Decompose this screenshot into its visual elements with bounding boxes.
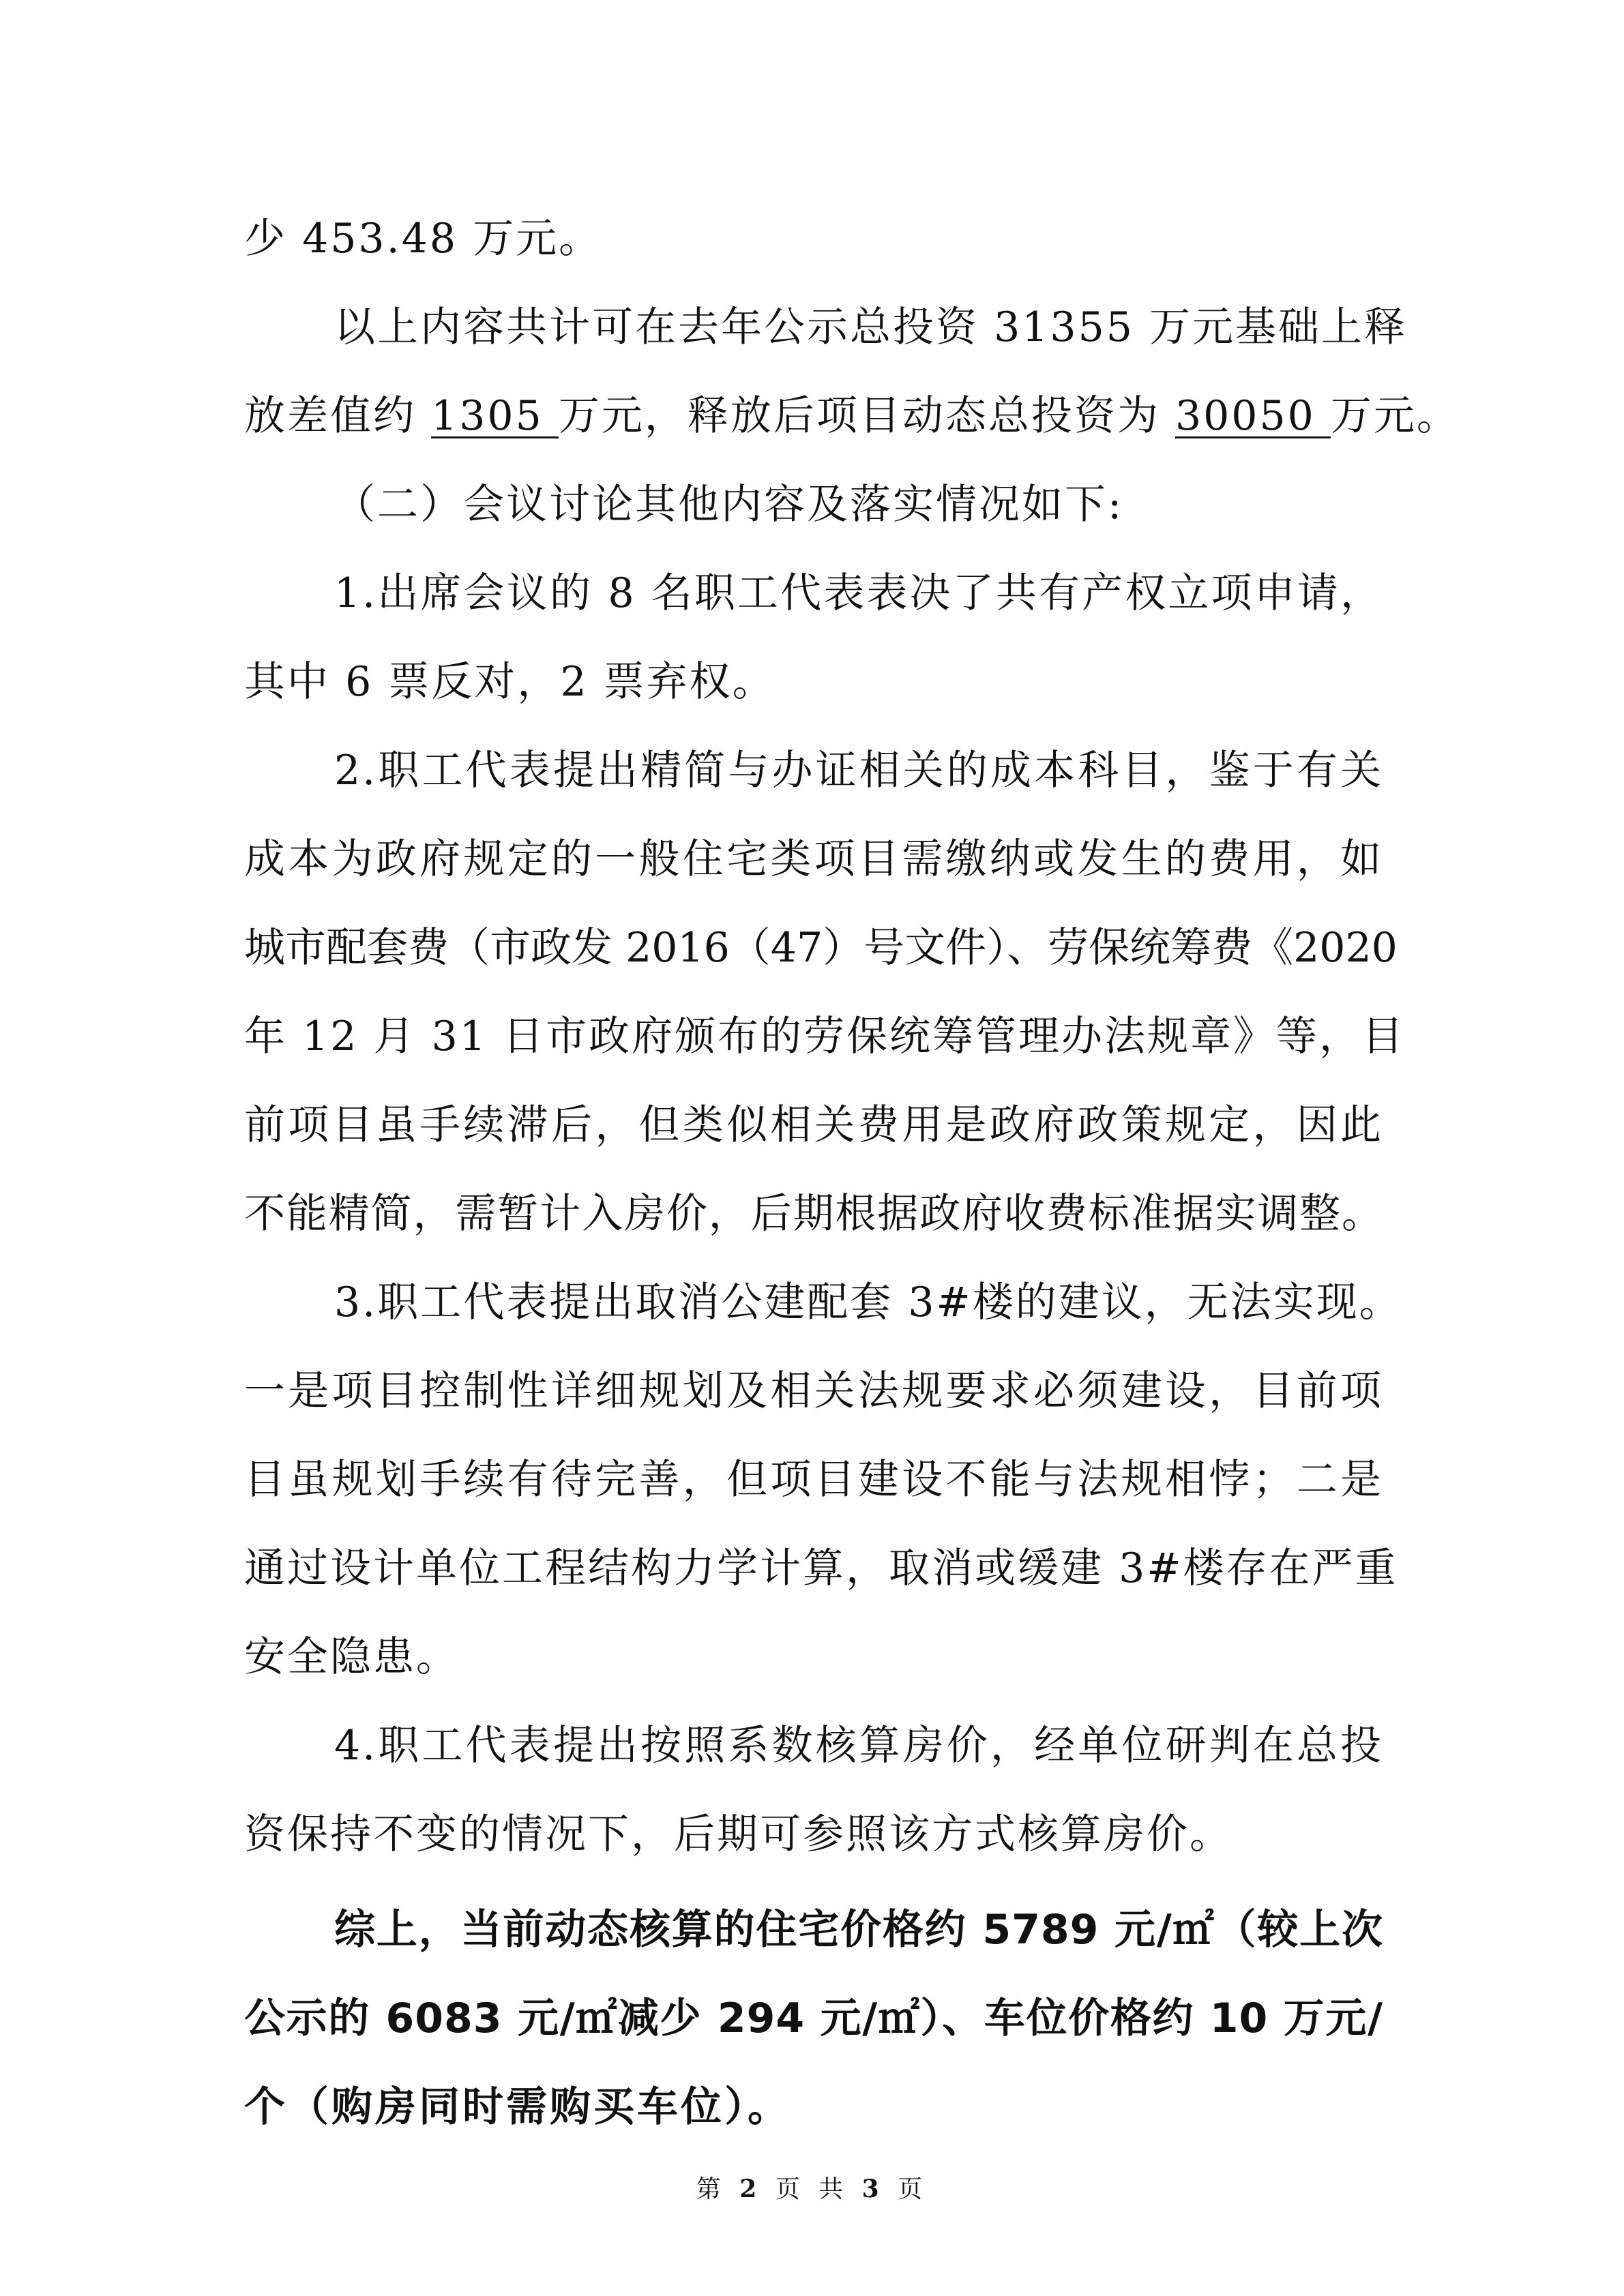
released-difference-value: 1305 xyxy=(431,392,559,440)
footer-suffix: 页 xyxy=(898,2175,928,2203)
item-2-line-2: 成本为政府规定的一般住宅类项目需缴纳或发生的费用，如 xyxy=(244,835,1383,883)
paragraph-2-line-2 xyxy=(244,375,1460,457)
item-3-line-2: 一是项目控制性详细规划及相关法规要求必须建设，目前项 xyxy=(244,1367,1383,1415)
page-number: 2 xyxy=(739,2175,763,2203)
item-2-line-4: 年 12 月 31 日市政府颁布的劳保统筹管理办法规章》等，目 xyxy=(244,1013,1405,1060)
text-span: 万元。 xyxy=(1330,392,1460,440)
item-2-line-1: 2.职工代表提出精简与办证相关的成本科目，鉴于有关 xyxy=(334,747,1383,794)
footer-middle: 页 共 xyxy=(775,2175,849,2203)
paragraph-1-line-1: 少 453.48 万元。 xyxy=(244,215,602,263)
item-2-line-5: 前项目虽手续滞后，但类似相关费用是政府政策规定，因此 xyxy=(244,1101,1383,1149)
item-3-line-1: 3.职工代表提出取消公建配套 3#楼的建议，无法实现。 xyxy=(334,1279,1402,1326)
item-3-line-4: 通过设计单位工程结构力学计算，取消或缓建 3#楼存在严重 xyxy=(244,1545,1398,1592)
item-3-line-5: 安全隐患。 xyxy=(244,1633,459,1681)
text-span: 万元，释放后项目动态总投资为 xyxy=(558,392,1175,440)
total-investment-value: 30050 xyxy=(1175,392,1331,440)
footer-prefix: 第 xyxy=(696,2175,726,2203)
summary-line-3: 个（购房同时需购买车位）。 xyxy=(244,2083,791,2131)
item-2-line-6: 不能精简，需暂计入房价，后期根据政府收费标准据实调整。 xyxy=(244,1190,1383,1238)
total-pages: 3 xyxy=(861,2175,885,2203)
item-1-line-1: 1.出席会议的 8 名职工代表表决了共有产权立项申请， xyxy=(334,569,1383,617)
item-2-line-3: 城市配套费（市政发 2016（47）号文件）、劳保统筹费《2020 xyxy=(244,924,1398,972)
page-footer xyxy=(0,2168,1624,2210)
text-span: 放差值约 xyxy=(244,392,432,440)
item-3-line-3: 目虽规划手续有待完善，但项目建设不能与法规相悖；二是 xyxy=(244,1456,1383,1504)
paragraph-2-line-1: 以上内容共计可在去年公示总投资 31355 万元基础上释 xyxy=(334,303,1408,351)
section-heading: （二）会议讨论其他内容及落实情况如下: xyxy=(334,481,1124,528)
item-1-line-2: 其中 6 票反对，2 票弃权。 xyxy=(244,658,776,706)
summary-line-1: 综上，当前动态核算的住宅价格约 5789 元/㎡（较上次 xyxy=(334,1906,1383,1954)
item-4-line-1: 4.职工代表提出按照系数核算房价，经单位研判在总投 xyxy=(334,1722,1383,1770)
summary-line-2: 公示的 6083 元/㎡减少 294 元/㎡）、车位价格约 10 万元/ xyxy=(244,1995,1383,2042)
item-4-line-2: 资保持不变的情况下，后期可参照该方式核算房价。 xyxy=(244,1810,1232,1858)
